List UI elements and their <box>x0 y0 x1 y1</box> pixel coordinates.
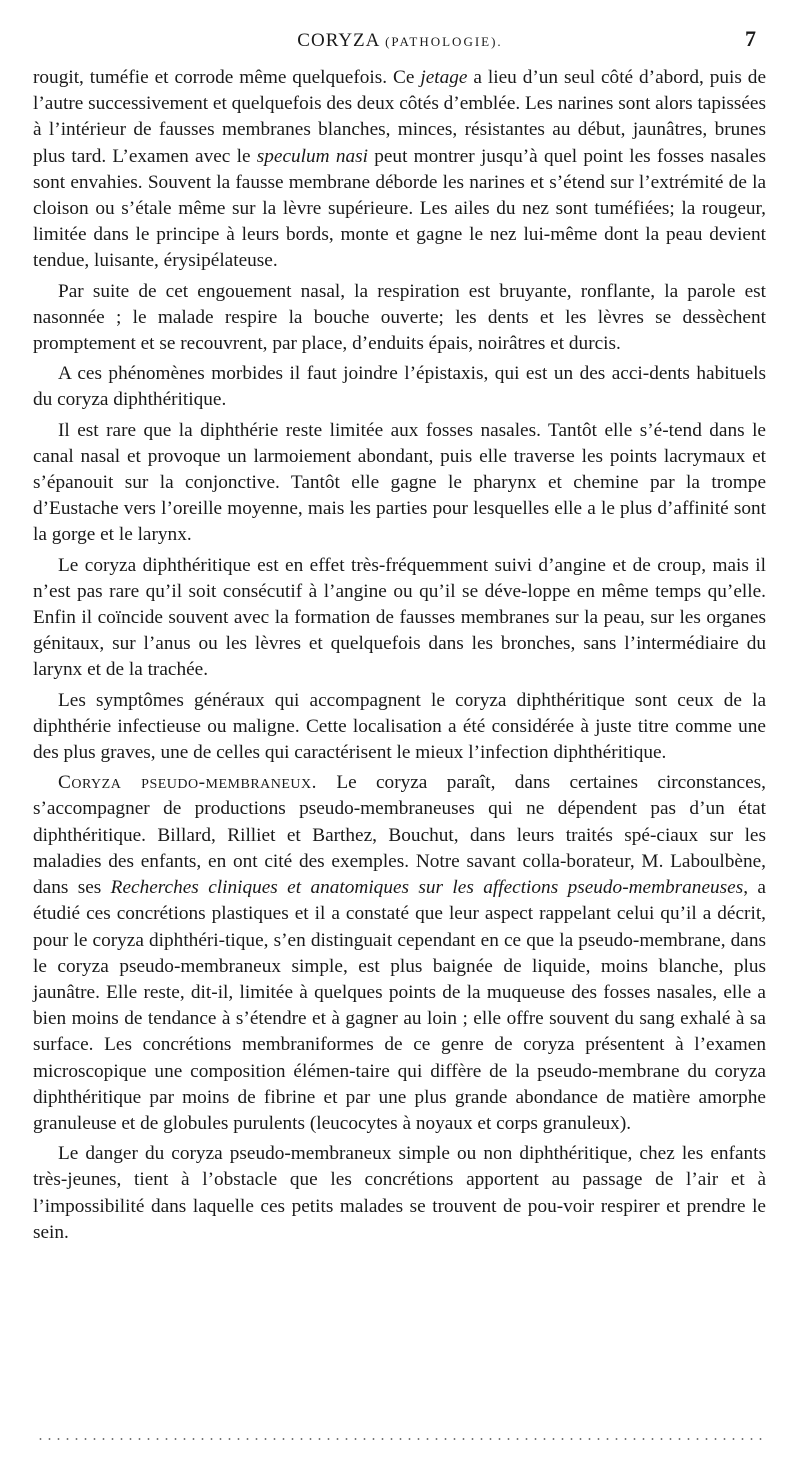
paragraph-7: Coryza pseudo-membraneux. Le coryza paraît, dans certaines circonstances, s’accompagner de productions pseudo-membraneuses qui ne dépendent pas d’un état diphthéritique. Billard, Rilliet et Barthez, Bouchut, dans leurs traités spé-ciaux sur les maladies des enfants, en ont cité des exemples. Notre savant colla-borateur, M. Laboulbène, dans ses Recherches cliniques et anatomiques sur les affections pseudo-membraneuses, a étudié ces concrétions plastiques et il a constaté que leur aspect rappelant celui qu’il a décrit, pour le coryza diphthéri-tique, s’en distinguait cependant en ce que la pseudo-membrane, dans le coryza pseudo-membraneux simple, est plus baignée de liquide, moins blanche, plus jaunâtre. Elle reste, dit-il, limitée à quelques points de la muqueuse des fosses nasales, elle a bien moins de tendance à s’étendre et à gagner au loin ; elle offre souvent du sang exhalé à sa surface. Les concrétions membraniformes de ce genre de coryza présentent à l’examen microscopique une composition élémen-taire qui diffère de la pseudo-membrane du coryza diphthéritique par moins de fibrine et par une plus grande abondance de matière amorphe granuleuse et de globules purulents (leucocytes à noyaux et corps granuleux). <box>33 772 766 1134</box>
footer-dotted-rule <box>36 1438 764 1440</box>
paragraph-8: Le danger du coryza pseudo-membraneux simple ou non diphthéritique, chez les enfants très-jeunes, tient à l’obstacle que les concrétions apportent au passage de l’air et à l’impossibilité dans laquelle ces petits malades se trouvent de pou-voir respirer et prendre le sein. <box>33 1143 766 1243</box>
running-title <box>0 30 800 52</box>
running-header <box>0 26 800 58</box>
italic-title: Recherches cliniques et anatomiques sur les affections pseudo-membraneuses <box>110 877 744 899</box>
paragraph-3: A ces phénomènes morbides il faut joindre l’épistaxis, qui est un des acci-dents habituels du coryza diphthéritique. <box>33 363 766 411</box>
running-title-main: CORYZA <box>297 30 380 51</box>
paragraph-2: Par suite de cet engouement nasal, la respiration est bruyante, ronflante, la parole est nasonnée ; le malade respire la bouche ouverte; les dents et les lèvres se dessèchent promptement et se recouvrent, par place, d’enduits épais, noirâtres et durcis. <box>33 280 766 355</box>
section-heading: Coryza pseudo-membraneux. <box>58 772 317 794</box>
paragraph-5: Le coryza diphthéritique est en effet très-fréquemment suivi d’angine et de croup, mais il n’est pas rare qu’il soit consécutif à l’angine ou qu’il se déve-loppe en même temps qu’elle. Enfin il coïncide souvent avec la formation de fausses membranes sur la peau, sur les organes génitaux, sur l’anus ou les lèvres et quelquefois dans les bronches, sans l’intermédiaire du larynx et de la trachée. <box>33 554 766 681</box>
body-text <box>33 65 766 1250</box>
italic-term: jetage <box>420 67 468 88</box>
paragraph-4: Il est rare que la diphthérie reste limitée aux fosses nasales. Tantôt elle s’é-tend dans le canal nasal et provoque un larmoiement abondant, puis elle traverse les points lacrymaux et s’épanouit sur la conjonctive. Tantôt elle gagne le pharynx et chemine par la trompe d’Eustache vers l’oreille moyenne, mais les parties pour lesquelles elle a le plus d’affinité sont la gorge et le larynx. <box>33 419 766 546</box>
running-title-sub: (PATHOLOGIE). <box>385 34 503 49</box>
paragraph-6: Les symptômes généraux qui accompagnent le coryza diphthéritique sont ceux de la diphthérie infectieuse ou maligne. Cette localisation a été considérée à juste titre comme une des plus graves, une de celles qui caractérisent le mieux l’infection diphthéritique. <box>33 689 766 764</box>
italic-term: speculum nasi <box>256 145 368 167</box>
page-number: 7 <box>745 26 756 51</box>
paragraph-1: rougit, tuméfie et corrode même quelquefois. Ce jetage a lieu d’un seul côté d’abord, puis de l’autre successivement et quelquefois des deux côtés d’emblée. Les narines sont alors tapissées à l’intérieur de fausses membranes blanches, minces, résistantes au début, jaunâtres, brunes plus tard. L’examen avec le speculum nasi peut montrer jusqu’à quel point les fosses nasales sont envahies. Souvent la fausse membrane déborde les narines et s’étend sur l’extrémité de la cloison ou s’étale même sur la lèvre supérieure. Les ailes du nez sont tuméfiées; la rougeur, limitée dans le principe à leurs bords, monte et gagne le nez lui-même dont la peau devient tendue, luisante, érysipélateuse. <box>33 67 767 272</box>
